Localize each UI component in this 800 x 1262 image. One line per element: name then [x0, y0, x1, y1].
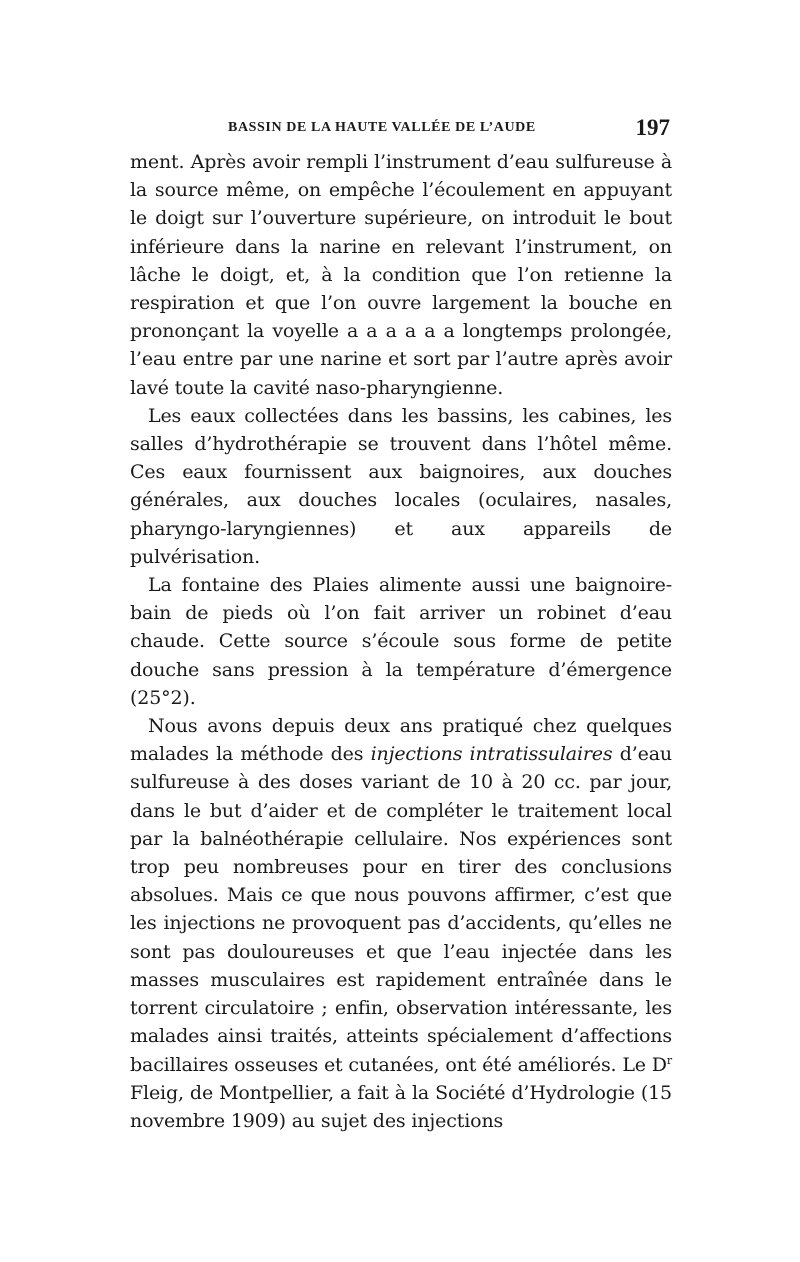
running-head [130, 112, 672, 146]
paragraph-eaux-collectees: Les eaux collectées dans les bassins, les cabines, les salles d’hydrothérapie se trouvent dans l’hôtel même. Ces eaux fournissent aux baignoires, aux douches générales, aux douches locales (oculaires, nasales, pharyngo-laryngiennes) et aux appareils de pulvérisation. [130, 404, 672, 568]
injections-method-italic: injections intratissulaires [370, 743, 613, 766]
body-text [130, 148, 672, 1135]
paragraph-injections [130, 712, 672, 1135]
paragraph-fontaine-plaies: La fontaine des Plaies alimente aussi une baignoire-bain de pieds où l’on fait arriver un robinet d’eau chaude. Cette source s’écoule sous forme de petite douche sans pression à la température d’émergence (25°2). [130, 574, 672, 709]
book-page [130, 112, 672, 1135]
doctor-superscript: r [666, 1053, 672, 1067]
injections-text-end: Fleig, de Montpellier, a fait à la Société d’Hydrologie (15 novembre 1909) au sujet des injections [130, 1081, 672, 1132]
paragraph-continuation: ment. Après avoir rempli l’instrument d’eau sulfureuse à la source même, on empêche l’écoulement en appuyant le doigt sur l’ouverture supérieure, on introduit le bout inférieure dans la narine en relevant l’instrument, on lâche le doigt, et, à la condition que l’on retienne la respiration et que l’on ouvre largement la bouche en prononçant la voyelle a a a a a a longtemps prolongée, l’eau entre par une narine et sort par l’autre après avoir lavé toute la cavité naso-pharyngienne. [130, 151, 672, 399]
running-title: BASSIN DE LA HAUTE VALLÉE DE L’AUDE [228, 120, 536, 135]
page-number: 197 [635, 115, 670, 140]
injections-text-middle: d’eau sulfureuse à des doses variant de 10 à 20 cc. par jour, dans le but d’aider et de compléter le traitement local par la balnéothérapie cellulaire. Nos expériences sont trop peu nombreuses pour en tirer des conclusions absolues. Mais ce que nous pouvons affirmer, c’est que les injections ne provoquent pas d’accidents, qu’elles ne sont pas douloureuses et que l’eau injectée dans les masses musculaires est rapidement entraînée dans le torrent circulatoire ; enfin, observation intéressante, les malades ainsi traités, atteints spécialement d’affections bacillaires osseuses et cutanées, ont été améliorés. Le D [130, 743, 672, 1076]
injections-text-start: Nous avons depuis deux ans pratiqué chez quelques malades la méthode des [130, 715, 672, 766]
